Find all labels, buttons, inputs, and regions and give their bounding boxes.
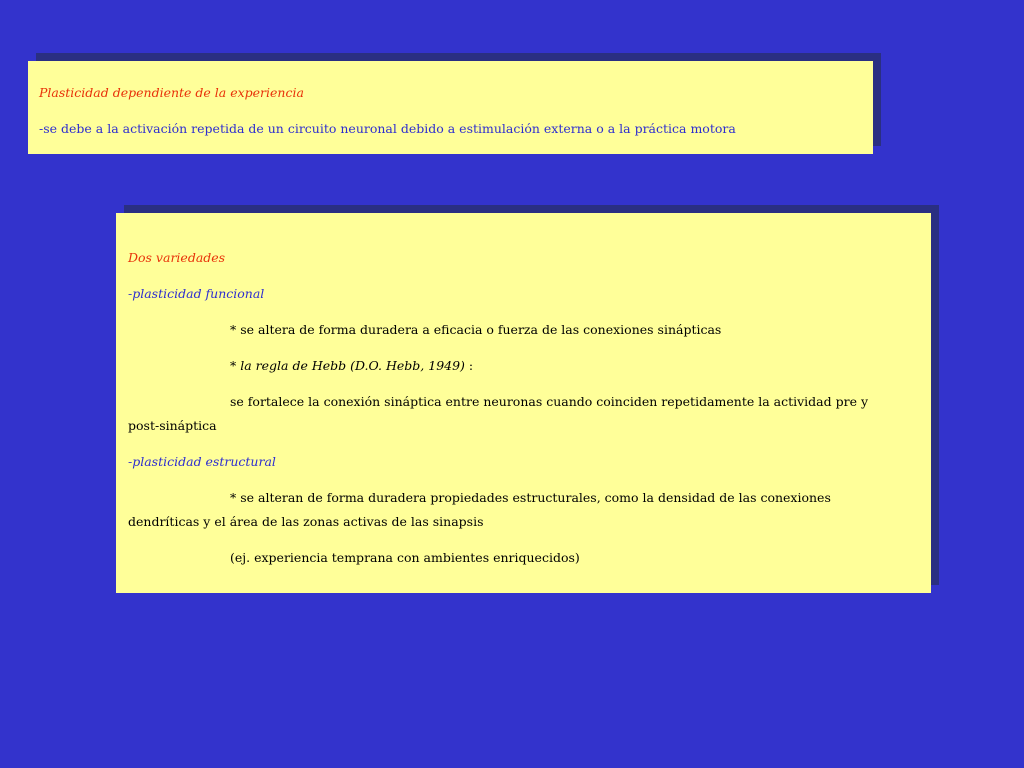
functional-point: * se altera de forma duradera a eficacia o fuerza de las conexiones sinápticas	[230, 322, 722, 337]
varieties-title: Dos variedades	[128, 250, 226, 265]
varieties-box	[116, 213, 931, 593]
box1-title: Plasticidad dependiente de la experiencia	[39, 85, 304, 100]
structural-plasticity-heading: -plasticidad estructural	[128, 454, 276, 469]
hebb-rule: la regla de Hebb (D.O. Hebb, 1949)	[240, 358, 465, 373]
hebb-colon: :	[464, 358, 474, 373]
hebb-description: se fortalece la conexión sináptica entre neuronas cuando coinciden repetidamente la actividad pre y post-sináptica	[128, 394, 869, 433]
experience-plasticity-box	[28, 61, 873, 154]
structural-point: * se alteran de forma duradera propiedades estructurales, como la densidad de las conexiones dendríticas y el área de las zonas activas de las sinapsis	[128, 490, 831, 529]
structural-example: (ej. experiencia temprana con ambientes enriquecidos)	[230, 550, 580, 565]
hebb-star: *	[230, 358, 241, 373]
functional-plasticity-heading: -plasticidad funcional	[128, 286, 265, 301]
hebb-rule-line	[128, 354, 901, 378]
box1-description: -se debe a la activación repetida de un circuito neuronal debido a estimulación externa o a la práctica motora	[39, 121, 736, 136]
